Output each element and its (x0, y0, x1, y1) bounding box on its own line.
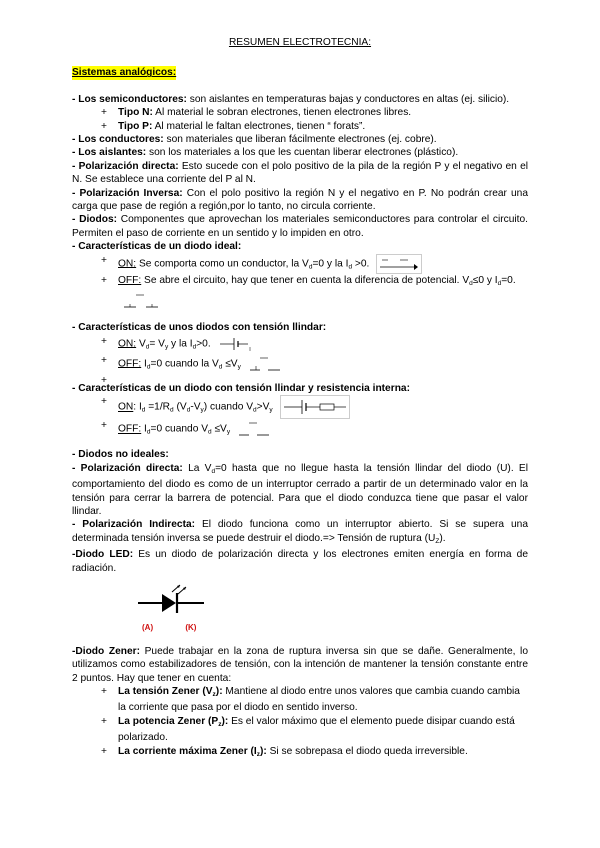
cathode-label: (K) (185, 623, 197, 633)
paragraph-conductores: - Los conductores: son materiales que liberan fácilmente electrones (ej. cobre). (72, 134, 437, 146)
heading-diodo-ideal: - Características de un diodo ideal: (72, 241, 242, 253)
list-item-tipo-p: + Tipo P: Al material le faltan electrones, tienen “ forats”. (118, 120, 528, 133)
document-page (72, 36, 528, 761)
threshold-off-figure (248, 354, 282, 374)
paragraph-semiconductores: - Los semiconductores: son aislantes en temperaturas bajas y conductores en altas (ej. silicio). (72, 93, 510, 105)
list-item-zener-tension: + La tensión Zener $(V_z)$: Mantiene al diodo entre unos valores que cambia cuando cambia la corriente que pasa por el diodo en sentido inverso. (118, 685, 528, 715)
heading-diodo-resistencia: - Características de un diodo con tensión llindar y resistencia interna: (72, 382, 410, 394)
list-item-zener-potencia: + La potencia Zener $(P_z)$: Es el valor máximo que el elemento puede disipar cuando está polarizado. (118, 715, 528, 745)
paragraph-zener: -Diodo Zener: Puede trabajar en la zona de ruptura inversa sin que se dañe. Generalmente, lo utilizamos como estabilizadores de tensión, con la intención de mantener la tensión constante entre 2 puntos. Hay que tener en cuenta: (72, 645, 528, 684)
paragraph-polarizacion-directa: - Polarización directa: Esto sucede con el polo positivo de la pila de la región P y el negativo en el N. Se establece una corriente del P al N. (72, 160, 528, 186)
list-zener (72, 685, 528, 761)
led-terminal-labels (134, 621, 528, 634)
list-item-ideal-off: + OFF: Se abre el circuito, hay que tener en cuenta la diferencia de potencial. $V_d\le 0$ y $I_d=0$. (118, 274, 528, 312)
list-item-ideal-on: + ON: Se comporta como un conductor, la $V_d=0$ y la $I_d >0$. (118, 254, 528, 274)
list-diodo-resistencia (72, 395, 528, 439)
section-heading: Sistemas analógicos: (72, 67, 177, 79)
list-diodo-ideal (72, 254, 528, 313)
paragraph-polarizacion-inversa: - Polarización Inversa: Con el polo positivo la región N y el negativo en P. No podrán crear una carga que pase de región a región,por lo tanto, no circula corriente. (72, 187, 529, 213)
anode-label: (A) (142, 623, 154, 633)
heading-diodo-umbral: - Características de unos diodos con tensión llindar: (72, 322, 327, 334)
resistance-model-figure (280, 395, 350, 419)
list-semiconductor-types (72, 106, 528, 133)
list-item-empty (118, 374, 528, 382)
paragraph-diodos: - Diodos: Componentes que aprovechan los materiales semiconductores para controlar el circuito. Permiten el paso de corriente en un sentido y lo impiden en otro. (72, 214, 528, 239)
resistance-off-figure (237, 419, 271, 439)
open-circuit-figure (122, 290, 160, 312)
led-symbol-icon (134, 583, 210, 617)
paragraph-aislantes: - Los aislantes: son los materiales a los que les cuentan liberar electrones (plástico). (72, 147, 459, 159)
threshold-on-figure (218, 335, 254, 353)
term-semiconductores: - Los semiconductores: (72, 93, 187, 105)
led-diagram (134, 583, 528, 635)
list-diodo-umbral (72, 335, 528, 382)
paragraph-nd-indirecta: - Polarización Indirecta: El diodo funciona como un interruptor abierto. Si se supera una determinada tensión inversa se puede destruir el diodo.=> Tensión de ruptura $(U_Z)$. (72, 519, 528, 545)
document-title: RESUMEN ELECTROTECNIA: (228, 37, 372, 48)
list-item-resistencia-off: + OFF: $I_d=0$ cuando $V_d \le V_y$ (118, 419, 528, 439)
list-item-umbral-off: + OFF: $I_d=0$ cuando la $V_d \le V_y$ (118, 354, 528, 374)
paragraph-led: -Diodo LED: Es un diodo de polarización directa y los electrones emiten energía en forma de radiación. (72, 549, 528, 574)
list-item-zener-corriente: + La corriente máxima Zener $(I_z)$: Si se sobrepasa el diodo queda irreversible. (118, 745, 528, 761)
list-item-umbral-on: + ON: $V_d= V_y$ y la $I_d>0$. (118, 335, 528, 354)
closed-circuit-figure (376, 254, 422, 274)
heading-diodos-no-ideales: - Diodos no ideales: (72, 449, 169, 461)
list-item-resistencia-on: + ON: $I_d =1/R_d$ $(V_d-V_y)$ cuando $V_d>V_y$ (118, 395, 528, 419)
list-item-tipo-n: + Tipo N: Al material le sobran electrones, tienen electrones libres. (118, 106, 528, 119)
paragraph-nd-directa: - Polarización directa: La $V_d=0$ hasta que no llegue hasta la tensión llindar del diodo (U). El comportamiento del diodo es como de un interruptor cerrado a partir de un determinado valor en la tensión para cerrar la barrera de potencial. Para que el diodo conduzca tiene que pasar el valor llindar. (72, 462, 528, 517)
